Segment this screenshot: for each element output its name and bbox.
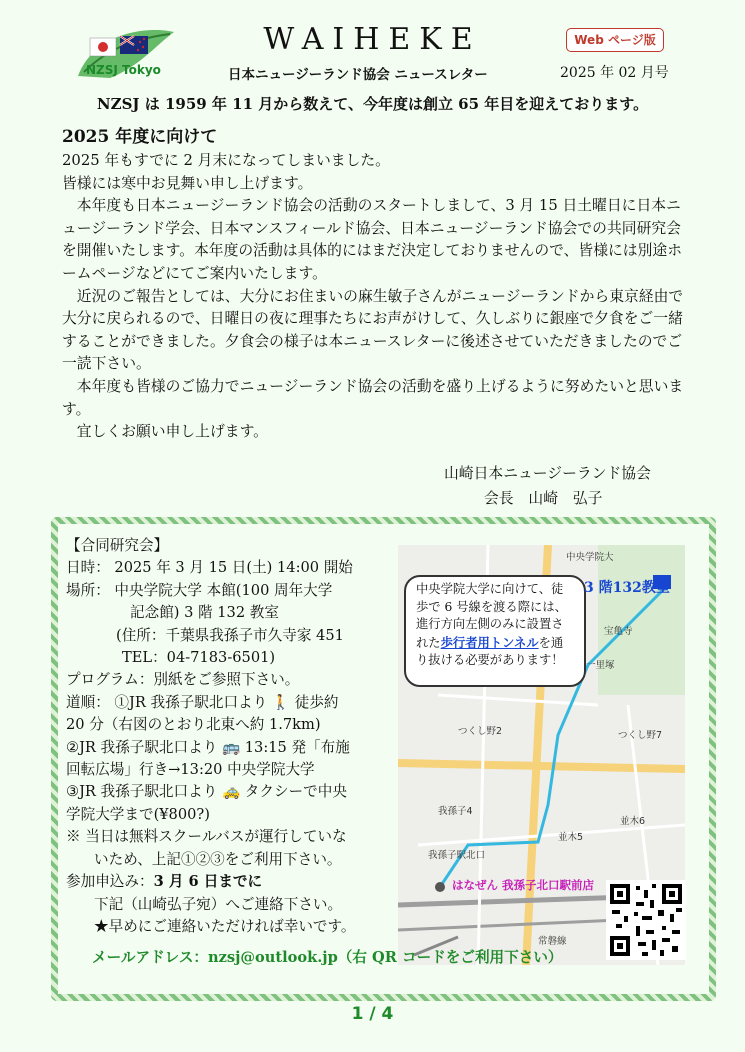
event-heading: 【合同研究会】 <box>66 537 169 554</box>
map-label: 常磐線 <box>538 936 567 947</box>
map-label: 一里塚 <box>586 660 615 671</box>
event-apply <box>66 871 396 893</box>
callout-text: 中央学院大学に向けて、徒歩で 6 号線を渡る際には、進行方向左側のみに設置された <box>416 582 567 650</box>
event-route: 20 分（右図のとおり北東へ約 1.7km) <box>66 716 321 734</box>
map-label: 宝亀寺 <box>604 626 633 637</box>
event-date: 日時： 2025 年 3 月 15 日(土) 14:00 開始 <box>66 559 353 577</box>
contact-email[interactable]: メールアドレス：nzsj@outlook.jp（右 QR コードをご利用下さい） <box>92 949 563 966</box>
apply-deadline: 3 月 6 日までに <box>153 873 263 891</box>
event-contact: 下記（山崎弘子宛）へご連絡下さい。 <box>94 895 343 913</box>
event-tel: TEL：04-7183-6501) <box>122 649 276 667</box>
issue-date: 2025 年 02 月号 <box>560 65 669 81</box>
event-route: ②JR 我孫子駅北口より 🚌 13:15 発「布施 <box>66 738 350 756</box>
paragraph: 本年度も日本ニュージーランド協会の活動のスタートしまして、3 月 15 日土曜日に日本ニュージーランド学会、日本マンスフィールド協会、日本ニュージーランド協会での共同研究会を開催いたします。本年度の活動は具体的にはまだ決定しておりませんので、皆様には別途ホームページなどにてご案内いたします。 <box>62 197 682 282</box>
event-note: いため、上記①②③をご利用下さい。 <box>94 850 342 868</box>
event-details <box>66 535 396 938</box>
paragraph: 2025 年もすでに 2 月末になってしまいました。 <box>62 152 390 169</box>
event-route: 道順： ①JR 我孫子駅北口より 🚶 徒歩約 <box>66 693 339 711</box>
event-program: プログラム：別紙をご参照下さい。 <box>66 671 300 689</box>
station-label: はなぜん 我孫子北口駅前店 <box>452 878 595 892</box>
section-title: 2025 年度に向けて <box>62 127 218 147</box>
map-label: つくし野2 <box>458 726 503 737</box>
event-route: 回転広場」行き→13:20 中央学院大学 <box>66 761 315 779</box>
paragraph: 近況のご報告としては、大分にお住まいの麻生敏子さんがニュージーランドから東京経由で大分に戻られるので、日曜日の夜に理事たちにお声がけして、久しぶりに銀座で夕食をご一緒することができました。夕食会の様子は本ニュースレターに後述させていただきましたのでご一読下さい。 <box>62 287 684 373</box>
qr-code <box>606 880 686 960</box>
event-place: 場所： 中央学院大学 本館(100 周年大学 <box>66 581 333 599</box>
map-label: 並木6 <box>620 816 646 827</box>
map-label: 中央学院大 <box>566 552 614 563</box>
map-label: つくし野7 <box>618 730 663 741</box>
event-place: 記念館) 3 階 132 教室 <box>130 604 279 622</box>
newsletter-subtitle: 日本ニュージーランド協会 ニュースレター <box>228 67 488 83</box>
classroom-label: 3 階132教室 <box>584 580 670 596</box>
map-label: 我孫子4 <box>438 806 473 817</box>
signature-name: 会長 山崎 弘子 <box>484 490 603 507</box>
apply-label: 参加申込み： <box>66 873 154 891</box>
callout-link: 歩行者用トンネル <box>440 634 539 650</box>
paragraph: 皆様には寒中お見舞い申し上げます。 <box>62 174 313 192</box>
event-note: ※ 当日は無料スクールバスが運行していな <box>66 828 347 846</box>
paragraph: 宜しくお願い申し上げます。 <box>62 423 268 441</box>
article-body <box>62 150 687 444</box>
intro-line: NZSJ は 1959 年 11 月から数えて、今年度は創立 65 年目を迎えております。 <box>96 95 649 113</box>
map-label: 我孫子駅北口 <box>428 850 486 861</box>
map-label: 並木5 <box>558 832 584 843</box>
event-early: ★早めにご連絡いただければ幸いです。 <box>94 917 356 935</box>
signature-org: 山崎日本ニュージーランド協会 <box>444 465 651 482</box>
page-number: 1 / 4 <box>351 1004 394 1024</box>
paragraph: 本年度も皆様のご協力でニュージーランド協会の活動を盛り上げるように努めたいと思います。 <box>62 377 684 418</box>
logo-text: NZSJ Tokyo <box>86 63 161 77</box>
event-route: 学院大学まで(¥800?) <box>66 805 210 823</box>
event-address: (住所：千葉県我孫子市久寺家 451 <box>116 626 344 644</box>
web-version-badge: Web ページ版 <box>566 28 664 52</box>
callout-text: を通り抜ける必要があります！ <box>416 635 564 667</box>
newsletter-title: WAIHEKE <box>263 22 482 57</box>
event-route: ③JR 我孫子駅北口より 🚕 タクシーで中央 <box>66 783 347 801</box>
map-callout <box>404 575 586 687</box>
